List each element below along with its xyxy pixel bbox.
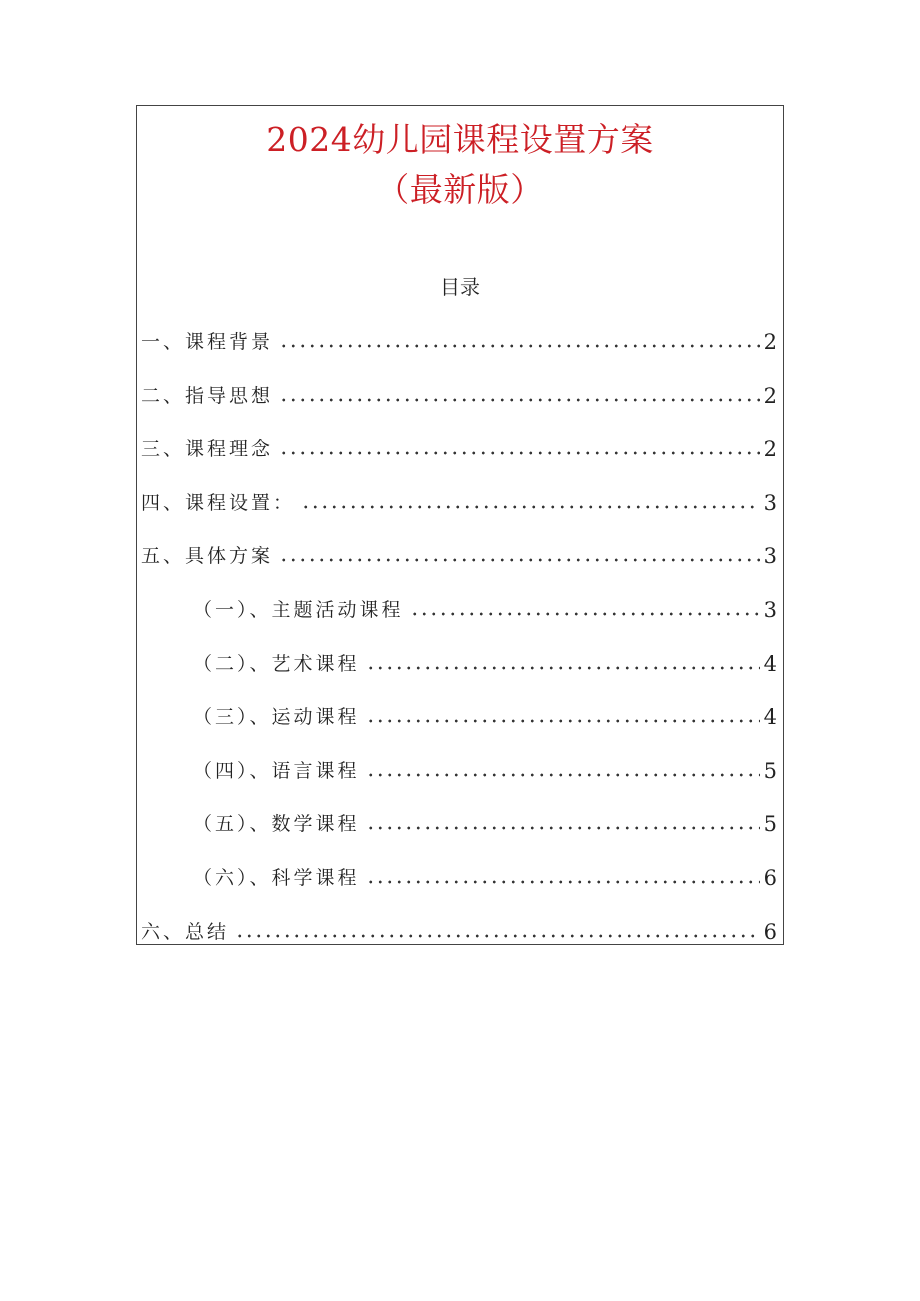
toc-dot-leader	[301, 504, 760, 510]
toc-page-number: 6	[763, 866, 777, 890]
toc-dot-leader	[366, 718, 760, 724]
toc-entry-label: （二）、艺术课程	[193, 652, 360, 675]
toc-entry-art[interactable]	[193, 649, 777, 677]
toc-dot-leader	[366, 825, 760, 831]
toc-entry-label: （四）、语言课程	[193, 759, 360, 782]
toc-page-number: 2	[763, 330, 777, 354]
toc-dot-leader	[279, 450, 760, 456]
document-frame	[136, 105, 784, 945]
toc-dot-leader	[410, 611, 760, 617]
toc-entry-math[interactable]	[193, 809, 777, 837]
toc-entry-background[interactable]	[141, 327, 777, 355]
document-title: 2024幼儿园课程设置方案	[266, 120, 654, 159]
toc-page-number: 5	[763, 758, 777, 783]
toc-dot-leader	[366, 665, 760, 671]
toc-dot-leader	[279, 557, 760, 563]
toc-entry-science[interactable]	[193, 863, 777, 891]
toc-entry-specific-plan[interactable]	[141, 541, 777, 569]
toc-dot-leader	[366, 772, 760, 778]
toc-page-number: 6	[763, 919, 777, 944]
toc-dot-leader	[279, 343, 760, 349]
toc-entry-label: 四、课程设置：	[141, 491, 296, 514]
toc-entry-label: （六）、科学课程	[193, 867, 360, 889]
toc-page-number: 4	[763, 705, 777, 730]
toc-dot-leader	[235, 933, 760, 939]
toc-entry-language[interactable]	[193, 756, 777, 784]
toc-page-number: 3	[763, 544, 777, 569]
toc-entry-label: 五、具体方案	[141, 545, 274, 568]
toc-entry-label: 三、课程理念	[141, 438, 274, 461]
toc-entry-label: 二、指导思想	[141, 384, 274, 407]
toc-entry-sports[interactable]	[193, 702, 777, 730]
toc-page-number: 3	[763, 598, 777, 622]
toc-heading: 目录	[440, 275, 480, 299]
toc-entry-label: （五）、数学课程	[193, 813, 360, 836]
toc-entry-theme-activity[interactable]	[193, 595, 777, 623]
toc-dot-leader	[366, 879, 760, 885]
toc-page-number: 2	[763, 437, 777, 462]
toc-entry-course-setup[interactable]	[141, 488, 777, 516]
toc-entry-label: （三）、运动课程	[193, 706, 360, 729]
toc-page-number: 2	[763, 383, 777, 408]
toc-entry-label: 六、总结	[141, 920, 230, 943]
toc-dot-leader	[279, 397, 760, 403]
toc-entry-label: （一）、主题活动课程	[193, 599, 404, 621]
toc-page-number: 5	[763, 812, 777, 837]
toc-entry-philosophy[interactable]	[141, 434, 777, 462]
toc-page-number: 3	[763, 490, 777, 515]
toc-entry-label: 一、课程背景	[141, 331, 274, 353]
toc-entry-summary[interactable]	[141, 917, 777, 945]
toc-entry-guiding-ideology[interactable]	[141, 381, 777, 409]
toc-page-number: 4	[763, 651, 777, 676]
document-subtitle: （最新版）	[376, 170, 544, 209]
